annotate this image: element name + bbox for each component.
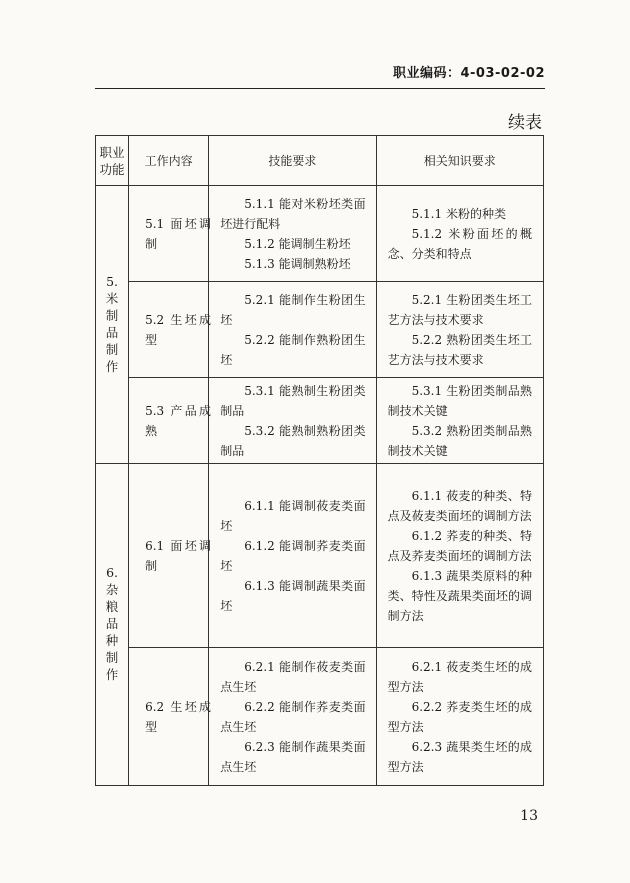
skills-cell: 5.2.1 能制作生粉团生坯 5.2.2 能制作熟粉团生坯 bbox=[209, 282, 376, 378]
work-content-cell: 5.3 产品成熟 bbox=[129, 378, 209, 464]
knowledge-cell: 5.2.1 生粉团类生坯工艺方法与技术要求 5.2.2 熟粉团类生坯工艺方法与技术要求 bbox=[376, 282, 543, 378]
function-cell: 6.杂粮品种制作 bbox=[96, 464, 129, 786]
skills-table bbox=[95, 135, 544, 786]
knowledge-cell: 6.1.1 莜麦的种类、特点及莜麦类面坯的调制方法 6.1.2 荞麦的种类、特点及荞麦类面坯的调制方法 6.1.3 蔬果类原料的种类、特性及蔬果类面坯的调制方法 bbox=[376, 464, 543, 648]
knowledge-cell: 5.3.1 生粉团类制品熟制技术关键 5.3.2 熟粉团类制品熟制技术关键 bbox=[376, 378, 543, 464]
col-header-function: 职业功能 bbox=[96, 136, 129, 186]
work-content-cell: 5.2 生坯成型 bbox=[129, 282, 209, 378]
continued-label: 续表 bbox=[508, 113, 542, 133]
table-header-row bbox=[96, 136, 544, 186]
table-row bbox=[96, 186, 544, 282]
skills-cell: 5.3.1 能熟制生粉团类制品 5.3.2 能熟制熟粉团类制品 bbox=[209, 378, 376, 464]
col-header-work: 工作内容 bbox=[129, 136, 209, 186]
skills-cell: 6.2.1 能制作莜麦类面点生坯 6.2.2 能制作荞麦类面点生坯 6.2.3 能制作蔬果类面点生坯 bbox=[209, 648, 376, 786]
occupation-code: 职业编码：4-03-02-02 bbox=[392, 66, 545, 81]
work-content-cell: 5.1 面坯调制 bbox=[129, 186, 209, 282]
table-row bbox=[96, 282, 544, 378]
col-header-knowledge: 相关知识要求 bbox=[376, 136, 543, 186]
header-rule bbox=[95, 88, 545, 89]
table-row bbox=[96, 378, 544, 464]
table-row bbox=[96, 648, 544, 786]
table-row bbox=[96, 464, 544, 648]
skills-cell: 5.1.1 能对米粉坯类面坯进行配料 5.1.2 能调制生粉坯 5.1.3 能调制熟粉坯 bbox=[209, 186, 376, 282]
skills-cell: 6.1.1 能调制莜麦类面坯 6.1.2 能调制荞麦类面坯 6.1.3 能调制蔬果类面坯 bbox=[209, 464, 376, 648]
work-content-cell: 6.2 生坯成型 bbox=[129, 648, 209, 786]
work-content-cell: 6.1 面坯调制 bbox=[129, 464, 209, 648]
page-number: 13 bbox=[520, 808, 538, 824]
function-cell: 5.米制品制作 bbox=[96, 186, 129, 464]
col-header-skills: 技能要求 bbox=[209, 136, 376, 186]
knowledge-cell: 6.2.1 莜麦类生坯的成型方法 6.2.2 荞麦类生坯的成型方法 6.2.3 蔬果类生坯的成型方法 bbox=[376, 648, 543, 786]
knowledge-cell: 5.1.1 米粉的种类 5.1.2 米粉面坯的概念、分类和特点 bbox=[376, 186, 543, 282]
